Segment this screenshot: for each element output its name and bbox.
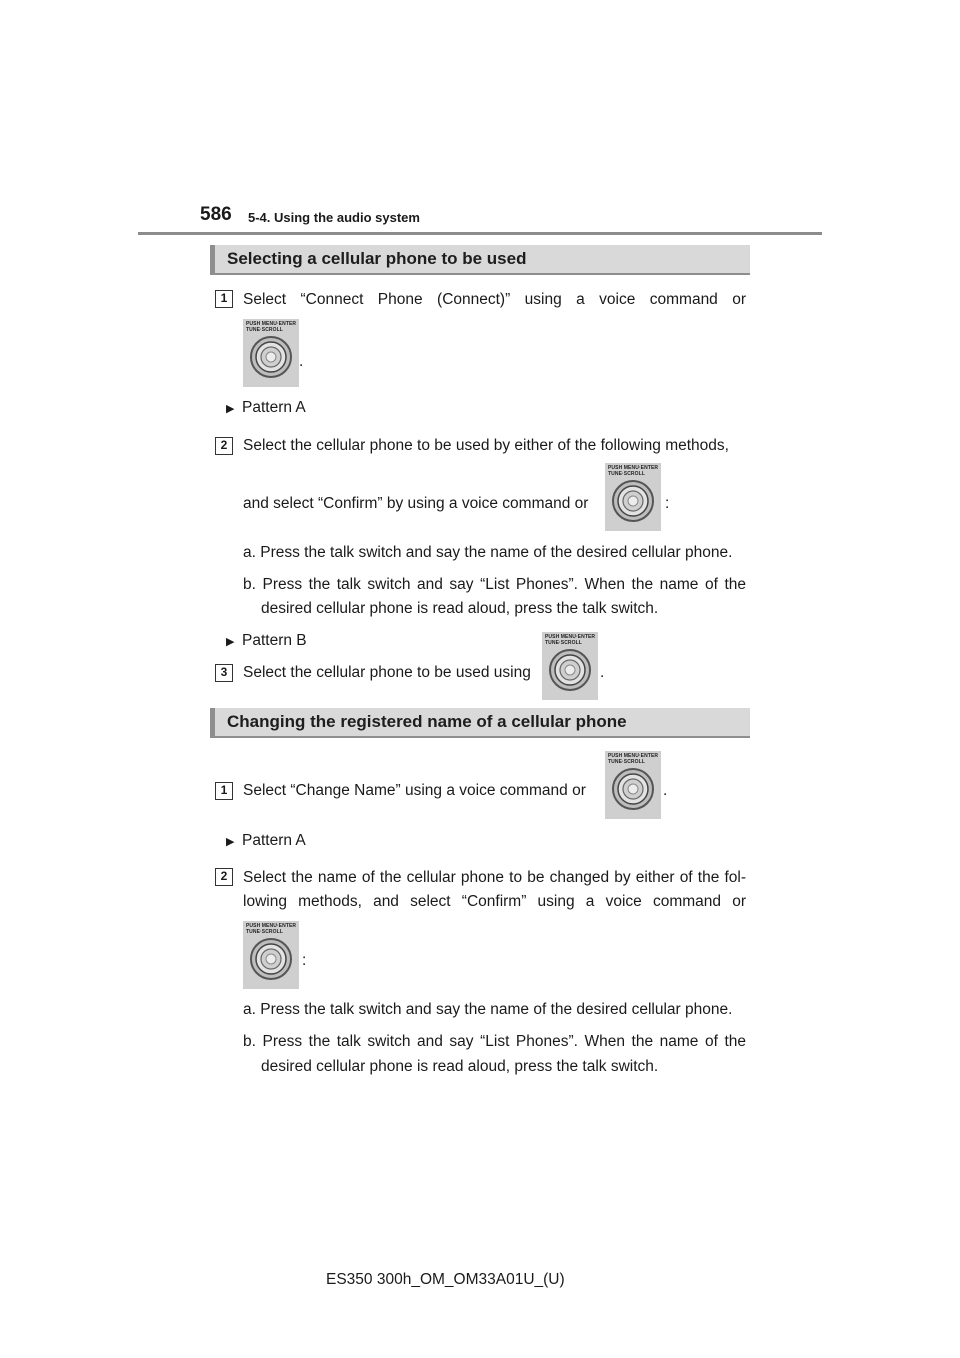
tune-scroll-knob-icon: PUSH MENU·ENTER TUNE·SCROLL xyxy=(605,751,661,819)
step-text-end: : xyxy=(302,952,307,969)
tune-scroll-knob-icon: PUSH MENU·ENTER TUNE·SCROLL xyxy=(605,463,661,531)
document-code: ES350 300h_OM_OM33A01U_(U) xyxy=(326,1271,565,1288)
section-title: Changing the registered name of a cellular phone xyxy=(227,712,627,731)
step-text: Select the cellular phone to be used by either of the following methods, xyxy=(243,437,729,454)
method-b-cont: desired cellular phone is read aloud, press the talk switch. xyxy=(261,600,659,617)
tune-scroll-knob-icon: PUSH MENU·ENTER TUNE·SCROLL xyxy=(542,632,598,700)
section-header-selecting-phone xyxy=(210,245,750,275)
section-header-changing-name xyxy=(210,708,750,738)
step-text: Select the name of the cellular phone to be changed by either of the fol- xyxy=(243,869,746,886)
section-path: 5-4. Using the audio system xyxy=(248,210,420,225)
method-b: b. Press the talk switch and say “List Phones”. When the name of the xyxy=(243,576,746,593)
step-number: 2 xyxy=(215,868,233,886)
method-b-cont: desired cellular phone is read aloud, press the talk switch. xyxy=(261,1058,659,1075)
step-number: 2 xyxy=(215,437,233,455)
step-text: and select “Confirm” by using a voice command or xyxy=(243,495,589,512)
pattern-label: Pattern A xyxy=(242,832,306,849)
method-a: a. Press the talk switch and say the name of the desired cellular phone. xyxy=(243,1001,733,1018)
tune-scroll-knob-icon: PUSH MENU·ENTER TUNE·SCROLL xyxy=(243,319,299,387)
triangle-bullet-icon: ▶ xyxy=(226,836,235,848)
page-number: 586 xyxy=(200,204,232,225)
method-a: a. Press the talk switch and say the name of the desired cellular phone. xyxy=(243,544,733,561)
step-text-end: : xyxy=(665,495,670,512)
triangle-bullet-icon: ▶ xyxy=(226,403,235,415)
step-text-end: . xyxy=(663,782,668,799)
pattern-label: Pattern A xyxy=(242,399,306,416)
triangle-bullet-icon: ▶ xyxy=(226,636,235,648)
step-number: 1 xyxy=(215,290,233,308)
header-rule xyxy=(138,232,822,235)
step-text: Select “Connect Phone (Connect)” using a voice command or xyxy=(243,291,746,308)
step-number: 1 xyxy=(215,782,233,800)
step-text-end: . xyxy=(299,353,304,370)
method-b: b. Press the talk switch and say “List Phones”. When the name of the xyxy=(243,1033,746,1050)
section-title: Selecting a cellular phone to be used xyxy=(227,249,527,268)
step-text: Select the cellular phone to be used using xyxy=(243,664,531,681)
step-text-end: . xyxy=(600,664,605,681)
pattern-label: Pattern B xyxy=(242,632,307,649)
step-text: Select “Change Name” using a voice command or xyxy=(243,782,586,799)
step-text: lowing methods, and select “Confirm” using a voice command or xyxy=(243,893,746,910)
tune-scroll-knob-icon: PUSH MENU·ENTER TUNE·SCROLL xyxy=(243,921,299,989)
step-number: 3 xyxy=(215,664,233,682)
